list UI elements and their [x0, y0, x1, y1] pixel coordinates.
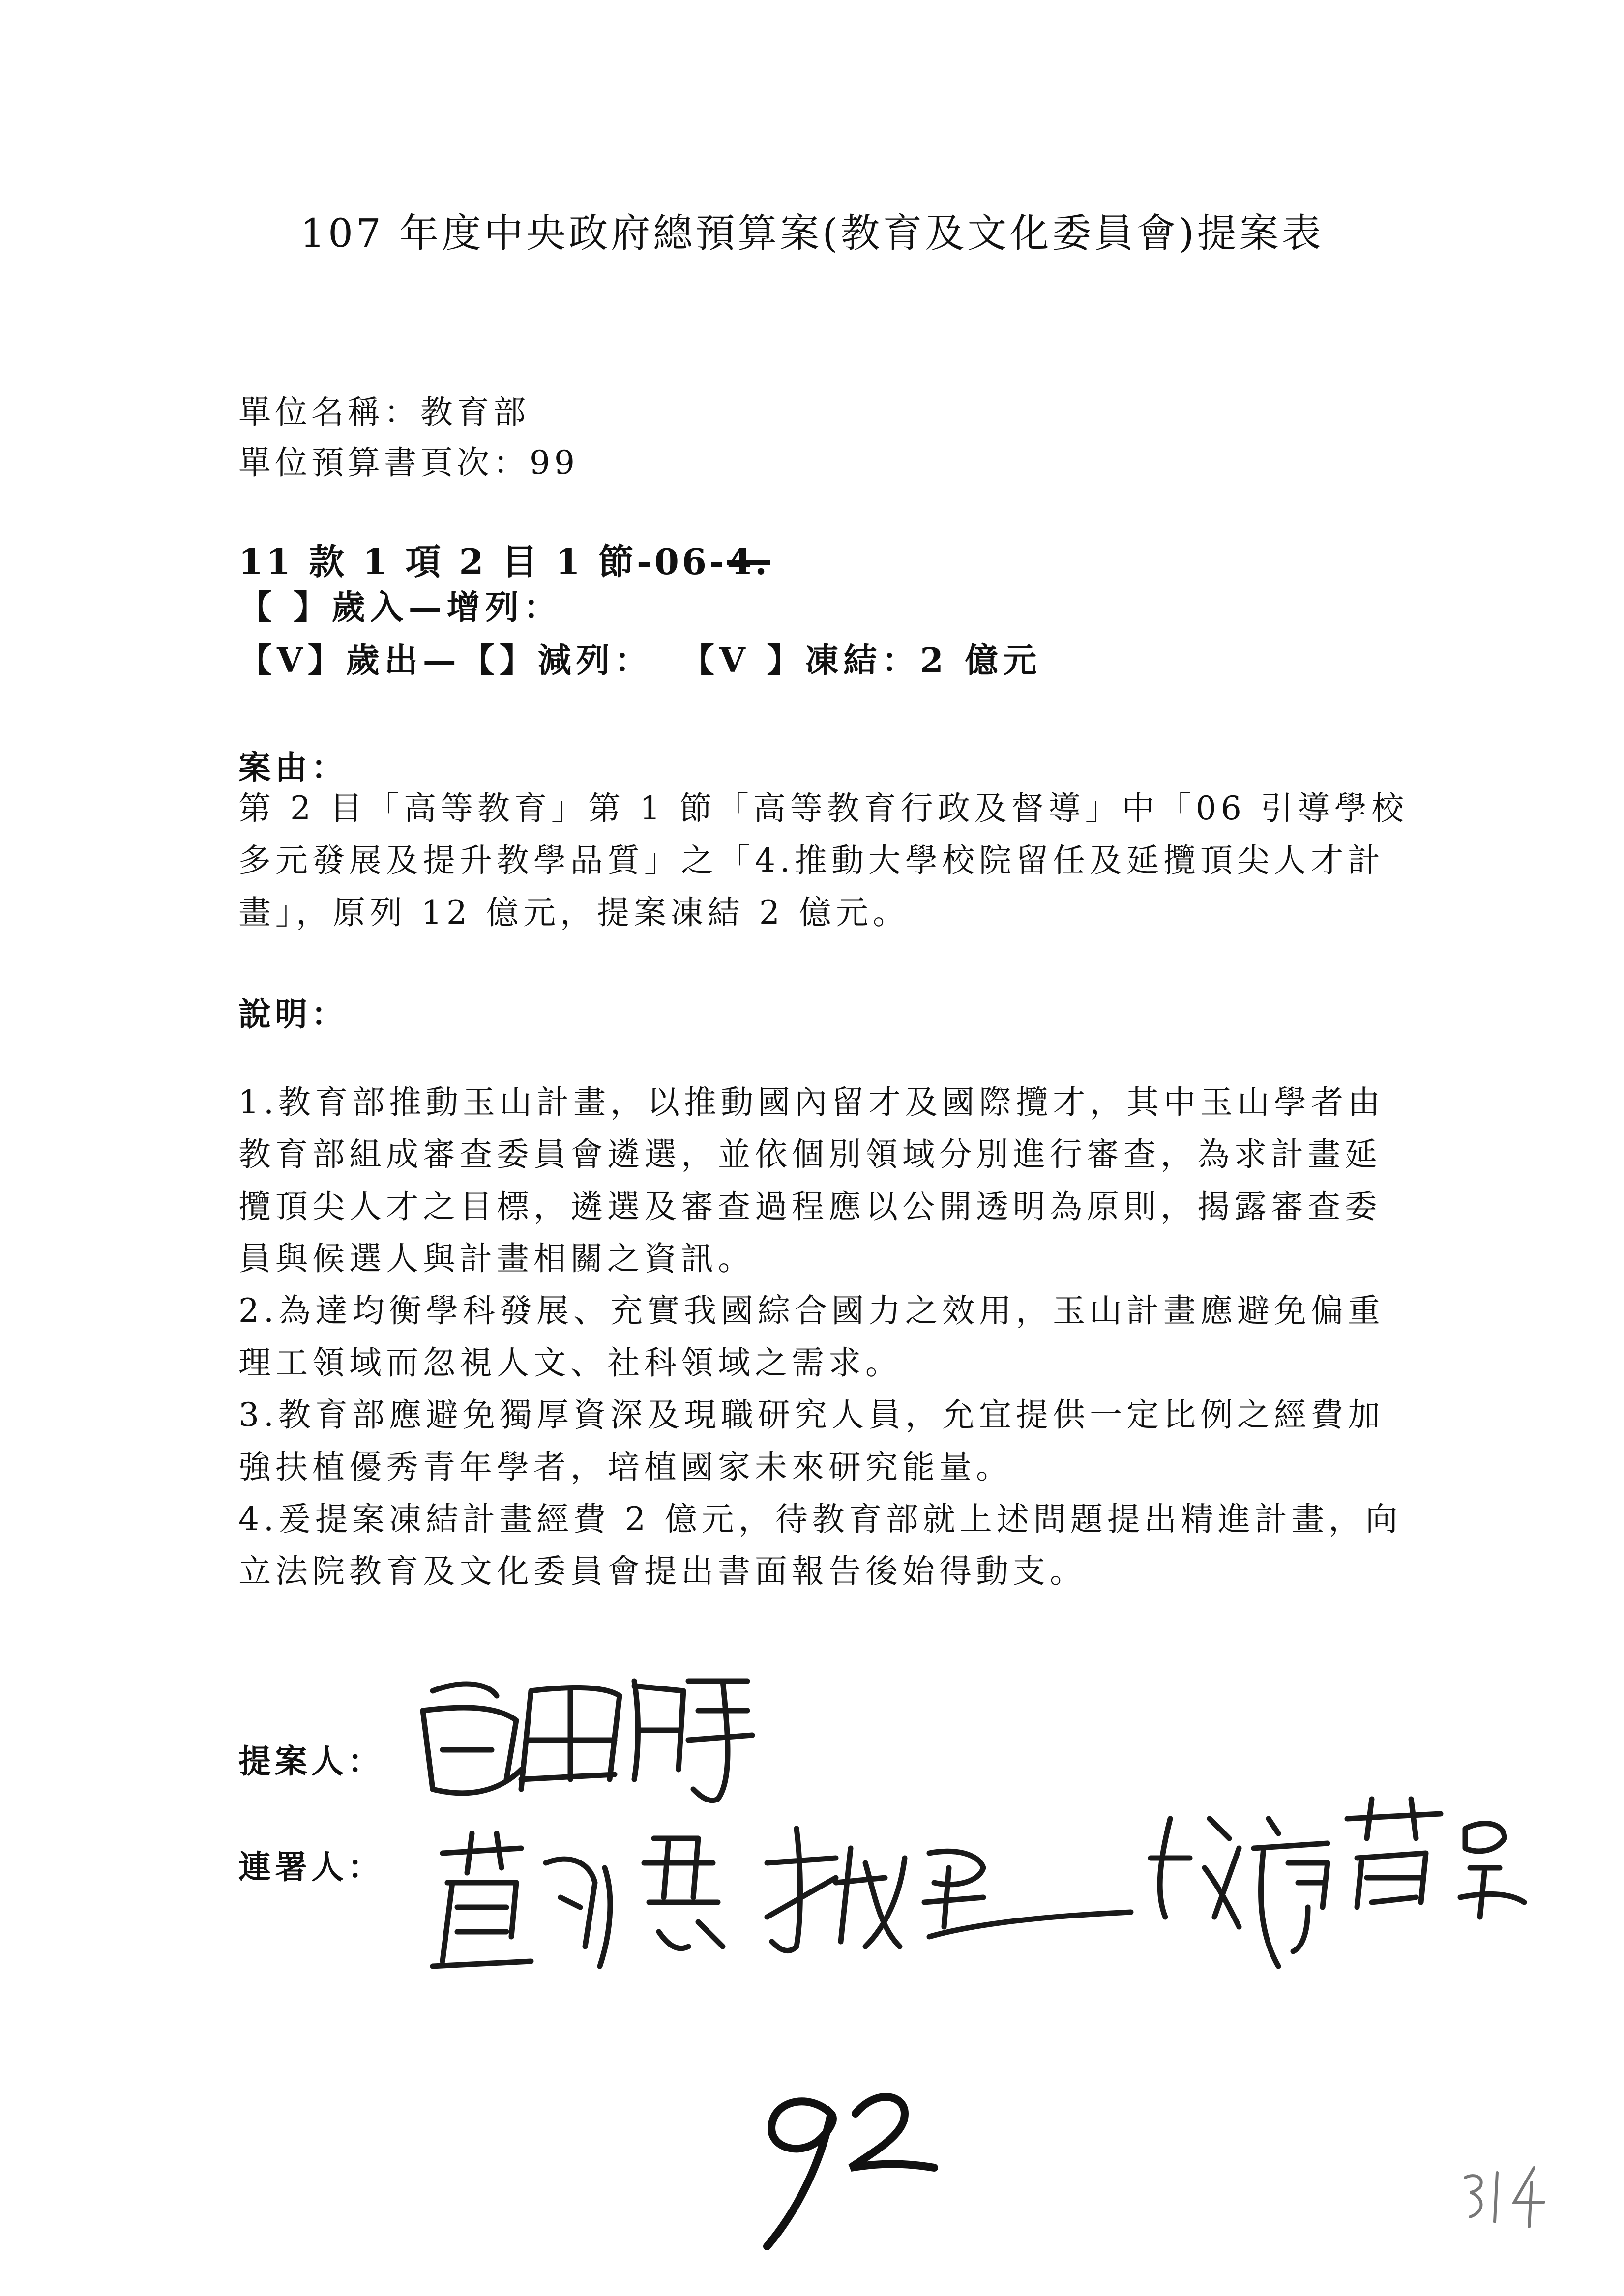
explanation-item: 3.教育部應避免獨厚資深及現職研究人員，允宜提供一定比例之經費加強扶植優秀青年學者，培植國家未來研究能量。 [238, 1396, 1385, 1486]
option-revenue: 【 】歲入—增列： [238, 588, 562, 627]
unit-name: 單位名稱：教育部 [238, 393, 530, 431]
explanation-heading: 說明： [238, 995, 348, 1033]
cosigner-label: 連署人： [238, 1848, 384, 1886]
cosigner-signature-2 [767, 1829, 1131, 1951]
proposer-label: 提案人： [238, 1742, 384, 1780]
reason-text: 第 2 目「高等教育」第 1 節「高等教育行政及督導」中「06 引導學校多元發展及提升教學品質」之「4.推動大學校院留任及延攬頂尖人才計畫」，原列 12 億元，提案凍結 2 億元。 [238, 789, 1408, 931]
budget-page: 單位預算書頁次：99 [238, 444, 579, 482]
cosigner-signature-1 [433, 1833, 723, 1966]
page-title: 107 年度中央政府總預算案(教育及文化委員會)提案表 [300, 210, 1324, 256]
explanation-item: 1.教育部推動玉山計畫，以推動國內留才及國際攬才，其中玉山學者由教育部組成審查委員會遴選，並依個別領域分別進行審查，為求計畫延攬頂尖人才之目標，遴選及審查過程應以公開透明為原則，揭露審查委員與候選人與計畫相關之資訊。 [238, 1083, 1385, 1278]
option-expense: 【V】歲出—【】減列： [238, 641, 653, 680]
proposer-signature [423, 1681, 752, 1801]
page-number-handwritten [767, 2097, 934, 2246]
option-freeze: 【V 】凍結：2 億元 [681, 641, 1042, 680]
budget-code-prefix: 11 款 1 項 2 目 1 節-06- [238, 541, 727, 582]
cosigner-signature-3 [1151, 1799, 1524, 1966]
reason-heading: 案由： [238, 748, 348, 786]
corner-number-handwritten [1465, 2168, 1544, 2227]
explanation-item: 4.爰提案凍結計畫經費 2 億元，待教育部就上述問題提出精進計畫，向立法院教育及文化委員會提出書面報告後始得動支。 [238, 1500, 1402, 1590]
explanation-item: 2.為達均衡學科發展、充實我國綜合國力之效用，玉山計畫應避免偏重理工領域而忽視人文、社科領域之需求。 [238, 1292, 1385, 1382]
budget-code-struck: 4. [727, 541, 770, 582]
